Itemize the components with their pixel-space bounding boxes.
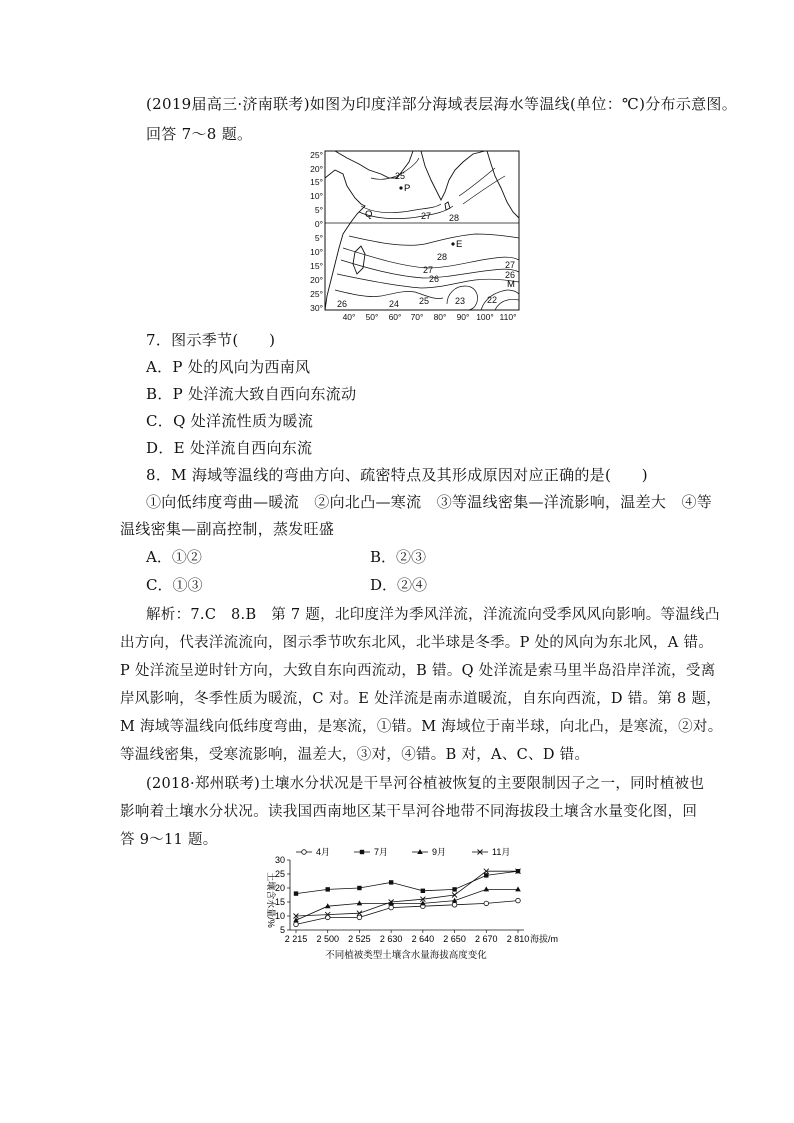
q8-option-a: A．①② bbox=[146, 548, 202, 566]
isotherm-label: 28 bbox=[449, 213, 460, 223]
data-point bbox=[357, 886, 361, 890]
map-y-tick: 25° bbox=[310, 289, 323, 299]
analysis-line1: 解析：7.C 8.B 第 7 题，北印度洋为季风洋流，洋流流向受季风风向影响。等温线凸 bbox=[146, 607, 720, 623]
x-tick-label: 2 215 bbox=[284, 934, 308, 944]
intro1-line1: (2019届高三·济南联考)如图为印度洋部分海域表层海水等温线(单位：℃)分布示意图。 bbox=[146, 95, 738, 113]
isotherm-label: 26 bbox=[337, 299, 348, 309]
x-tick-label: 2 640 bbox=[411, 934, 435, 944]
isotherm-line bbox=[463, 176, 505, 204]
chart-legend bbox=[296, 847, 510, 857]
isotherm-map bbox=[295, 148, 525, 323]
data-point bbox=[417, 849, 423, 854]
chart-y-label: 土壤含水量/% bbox=[266, 872, 276, 928]
analysis-line3: P 处洋流呈逆时针方向，大致自东向西流动，B 错。Q 处洋流是索马里半岛沿岸洋流，受离 bbox=[120, 663, 716, 679]
map-y-tick: 15° bbox=[310, 261, 323, 271]
x-tick-label: 2 810 bbox=[506, 934, 530, 944]
map-x-tick: 100° bbox=[476, 312, 494, 322]
data-point bbox=[484, 901, 489, 906]
map-x-tick: 110° bbox=[499, 312, 517, 322]
q8-statements-line1: ①向低纬度弯曲—暖流 ②向北凸—寒流 ③等温线密集—洋流影响，温差大 ④等 bbox=[146, 493, 713, 511]
isotherm-label: 24 bbox=[389, 299, 400, 309]
q7-option-a: A．P 处的风向为西南风 bbox=[146, 358, 311, 376]
chart-x-label: 海拔/m bbox=[530, 934, 558, 944]
map-x-tick: 50° bbox=[365, 312, 379, 322]
q8-statements-line2: 温线密集—副高控制，蒸发旺盛 bbox=[120, 520, 335, 538]
x-tick-label: 2 650 bbox=[443, 934, 466, 944]
intro1-line2: 回答 7～8 题。 bbox=[146, 125, 253, 143]
data-point bbox=[302, 850, 307, 855]
q8-option-c: C．①③ bbox=[146, 576, 203, 594]
isotherm-label: 25 bbox=[419, 296, 430, 306]
q8-option-d: D．②④ bbox=[370, 576, 428, 594]
y-tick-label: 5 bbox=[279, 925, 285, 935]
legend-label: 9月 bbox=[432, 847, 447, 857]
map-x-tick: 60° bbox=[388, 312, 402, 322]
isotherm-line bbox=[359, 206, 453, 219]
isotherm-line bbox=[495, 299, 519, 310]
analysis-line4: 岸风影响，冬季性质为暖流，C 对。E 处洋流是南赤道暖流，自东向西流，D 错。第 8 题， bbox=[120, 691, 722, 707]
analysis-line6: 等温线密集，受寒流影响，温差大，③对，④错。B 对，A、C、D 错。 bbox=[120, 747, 590, 763]
q7-option-b: B．P 处洋流大致自西向东流动 bbox=[146, 385, 357, 403]
chart-title: 不同植被类型土壤含水量海拔高度变化 bbox=[325, 950, 487, 961]
map-y-tick: 15° bbox=[310, 177, 323, 187]
data-point bbox=[452, 903, 457, 908]
intro2-line2: 影响着土壤水分状况。读我国西南地区某干旱河谷地带不同海拔段土壤含水量变化图，回 bbox=[120, 804, 698, 820]
map-x-tick: 70° bbox=[410, 312, 424, 322]
map-x-tick: 90° bbox=[456, 312, 470, 322]
map-y-tick: 0° bbox=[314, 219, 323, 229]
q8-option-b: B．②③ bbox=[370, 548, 427, 566]
point-e-dot bbox=[451, 242, 454, 245]
map-y-tick: 10° bbox=[310, 247, 323, 257]
x-tick-label: 2 630 bbox=[379, 934, 403, 944]
q7-option-d: D．E 处洋流自西向东流 bbox=[146, 439, 313, 457]
series-line bbox=[296, 871, 518, 916]
legend-label: 7月 bbox=[374, 847, 389, 857]
isotherm-label: 28 bbox=[437, 252, 448, 262]
isotherm-line bbox=[337, 274, 519, 288]
y-tick-label: 10 bbox=[274, 911, 285, 921]
isotherm-label: 26 bbox=[505, 270, 516, 280]
legend-label: 4月 bbox=[316, 847, 331, 857]
isotherm-label: 26 bbox=[429, 274, 440, 284]
africa-coast bbox=[325, 170, 365, 310]
isotherm-label: 25 bbox=[395, 171, 406, 181]
data-point bbox=[360, 850, 364, 854]
data-point bbox=[326, 887, 330, 891]
data-point bbox=[357, 900, 363, 905]
data-point bbox=[294, 922, 299, 927]
intro2-line1: (2018·郑州联考)土壤水分状况是干旱河谷植被恢复的主要限制因子之一，同时植被也 bbox=[146, 776, 705, 792]
map-y-tick: 5° bbox=[314, 205, 323, 215]
map-y-tick: 25° bbox=[310, 150, 323, 160]
data-point bbox=[515, 886, 521, 891]
q8-stem: 8．M 海域等温线的弯曲方向、疏密特点及其形成原因对应正确的是( ) bbox=[146, 466, 648, 484]
y-tick-label: 25 bbox=[274, 869, 285, 879]
madagascar bbox=[353, 246, 365, 274]
point-p-label: P bbox=[404, 183, 411, 194]
intro2-line3: 答 9～11 题。 bbox=[120, 832, 218, 848]
legend-label: 11月 bbox=[492, 847, 511, 857]
isotherm-line bbox=[459, 168, 495, 196]
isotherm-label: 27 bbox=[505, 260, 516, 270]
map-frame bbox=[325, 151, 519, 310]
point-q-label: Q bbox=[365, 209, 373, 220]
data-point bbox=[516, 898, 521, 903]
data-point bbox=[484, 873, 488, 877]
y-tick-label: 15 bbox=[274, 897, 285, 907]
isotherm-line bbox=[349, 234, 519, 245]
point-p-dot bbox=[399, 186, 402, 189]
isotherm-label: 23 bbox=[455, 296, 466, 306]
analysis-line2: 出方向，代表洋流流向，图示季节吹东北风，北半球是冬季。P 处的风向为东北风，A 错。 bbox=[120, 635, 714, 651]
point-m-label: M bbox=[507, 279, 515, 290]
soil-moisture-chart bbox=[256, 842, 586, 966]
map-y-tick: 20° bbox=[310, 164, 323, 174]
x-tick-label: 2 525 bbox=[348, 934, 371, 944]
isotherm-label: 22 bbox=[487, 295, 498, 305]
isotherm-label: 27 bbox=[423, 265, 434, 275]
data-point bbox=[452, 887, 456, 891]
q7-option-c: C．Q 处洋流性质为暖流 bbox=[146, 412, 314, 430]
map-x-tick: 80° bbox=[433, 312, 447, 322]
y-tick-label: 30 bbox=[274, 855, 285, 865]
map-x-tick: 40° bbox=[342, 312, 356, 322]
map-y-tick: 20° bbox=[310, 275, 323, 285]
analysis-line5: M 海域等温线向低纬度弯曲，是寒流，①错。M 海域位于南半球，向北凸，是寒流，②对。 bbox=[120, 719, 723, 735]
isotherm-label: 27 bbox=[421, 211, 432, 221]
y-tick-label: 20 bbox=[274, 883, 285, 893]
map-y-tick: 30° bbox=[310, 303, 323, 313]
x-tick-label: 2 670 bbox=[475, 934, 498, 944]
data-point bbox=[389, 880, 393, 884]
data-point bbox=[483, 886, 489, 891]
point-e-label: E bbox=[456, 239, 463, 250]
data-point bbox=[294, 891, 298, 895]
data-point bbox=[421, 889, 425, 893]
data-point bbox=[357, 915, 362, 920]
map-y-tick: 5° bbox=[314, 233, 323, 243]
map-y-tick: 10° bbox=[310, 191, 323, 201]
x-tick-label: 2 500 bbox=[316, 934, 339, 944]
q7-stem: 7．图示季节( ) bbox=[146, 331, 276, 349]
india-coast bbox=[421, 151, 485, 200]
data-point bbox=[389, 905, 394, 910]
